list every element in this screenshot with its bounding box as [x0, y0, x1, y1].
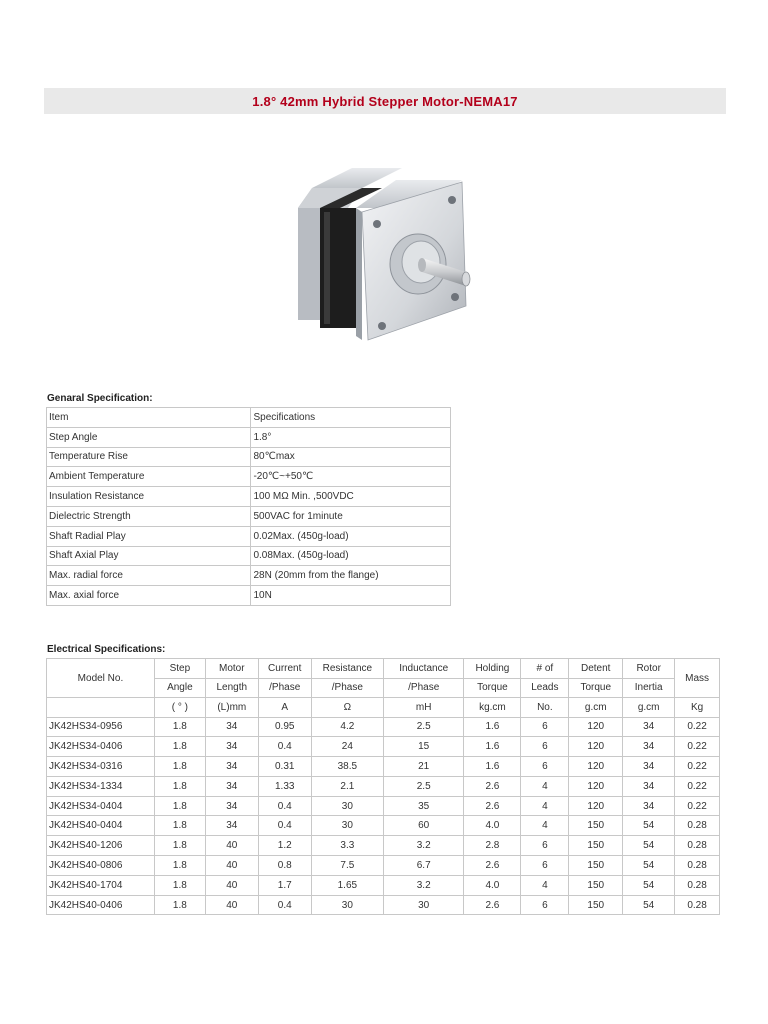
value-cell: 1.8 [154, 816, 205, 836]
value-cell: 38.5 [311, 757, 383, 777]
value-cell: 54 [623, 895, 675, 915]
value-cell: 3.2 [383, 836, 463, 856]
value-cell: 1.8 [154, 836, 205, 856]
value-cell: 6 [521, 895, 569, 915]
value-cell: 120 [569, 796, 623, 816]
value-cell: 150 [569, 856, 623, 876]
spec-value-cell: 10N [251, 586, 451, 606]
spec-value-cell: 1.8° [251, 427, 451, 447]
table-header-row [47, 659, 720, 679]
header-cell: Resistance [311, 659, 383, 679]
table-row [47, 796, 720, 816]
header-cell: Inductance [383, 659, 463, 679]
value-cell: 2.8 [464, 836, 521, 856]
table-row [47, 487, 451, 507]
value-cell: 34 [205, 796, 258, 816]
value-cell: 34 [623, 757, 675, 777]
value-cell: 40 [205, 875, 258, 895]
value-cell: 150 [569, 895, 623, 915]
header-cell: Torque [569, 678, 623, 698]
table-row [47, 506, 451, 526]
value-cell: 3.2 [383, 875, 463, 895]
header-cell: Angle [154, 678, 205, 698]
value-cell: 2.6 [464, 895, 521, 915]
value-cell: 120 [569, 737, 623, 757]
header-cell: Specifications [251, 408, 451, 428]
table-row [47, 546, 451, 566]
model-cell: JK42HS40-0406 [47, 895, 155, 915]
value-cell: 0.22 [675, 717, 720, 737]
table-row [47, 467, 451, 487]
electrical-spec-table [46, 658, 720, 915]
value-cell: 120 [569, 717, 623, 737]
value-cell: 3.3 [311, 836, 383, 856]
electrical-spec-heading: Electrical Specifications: [47, 644, 166, 655]
stepper-motor-photo [290, 160, 480, 350]
value-cell: 2.6 [464, 796, 521, 816]
header-cell: Torque [464, 678, 521, 698]
value-cell: 15 [383, 737, 463, 757]
value-cell: 0.22 [675, 757, 720, 777]
table-row [47, 875, 720, 895]
value-cell: 34 [205, 776, 258, 796]
value-cell: 1.2 [258, 836, 311, 856]
header-cell: Inertia [623, 678, 675, 698]
value-cell: 2.6 [464, 776, 521, 796]
general-spec-table [46, 407, 451, 606]
value-cell: 4.0 [464, 816, 521, 836]
header-cell: Detent [569, 659, 623, 679]
table-row [47, 717, 720, 737]
spec-item-cell: Insulation Resistance [47, 487, 251, 507]
value-cell: 6 [521, 737, 569, 757]
value-cell: 0.31 [258, 757, 311, 777]
value-cell: 0.4 [258, 895, 311, 915]
model-cell: JK42HS34-0956 [47, 717, 155, 737]
unit-cell: ( ° ) [154, 698, 205, 718]
header-cell: /Phase [383, 678, 463, 698]
table-row [47, 776, 720, 796]
value-cell: 1.8 [154, 856, 205, 876]
value-cell: 30 [311, 816, 383, 836]
value-cell: 34 [205, 757, 258, 777]
value-cell: 40 [205, 856, 258, 876]
value-cell: 1.8 [154, 796, 205, 816]
header-cell: /Phase [258, 678, 311, 698]
header-cell: Leads [521, 678, 569, 698]
unit-cell: mH [383, 698, 463, 718]
value-cell: 34 [623, 717, 675, 737]
value-cell: 2.5 [383, 717, 463, 737]
page-title-bar [44, 88, 726, 114]
spec-item-cell: Max. radial force [47, 566, 251, 586]
value-cell: 0.28 [675, 836, 720, 856]
value-cell: 4 [521, 776, 569, 796]
value-cell: 1.65 [311, 875, 383, 895]
table-row [47, 566, 451, 586]
value-cell: 6 [521, 856, 569, 876]
value-cell: 1.8 [154, 717, 205, 737]
value-cell: 0.4 [258, 816, 311, 836]
spec-item-cell: Shaft Radial Play [47, 526, 251, 546]
table-row [47, 447, 451, 467]
model-cell: JK42HS40-1206 [47, 836, 155, 856]
value-cell: 1.8 [154, 737, 205, 757]
value-cell: 6 [521, 836, 569, 856]
unit-cell: (L)mm [205, 698, 258, 718]
value-cell: 34 [205, 717, 258, 737]
spec-item-cell: Dielectric Strength [47, 506, 251, 526]
table-row [47, 856, 720, 876]
spec-item-cell: Ambient Temperature [47, 467, 251, 487]
value-cell: 120 [569, 757, 623, 777]
model-cell: JK42HS40-0806 [47, 856, 155, 876]
value-cell: 34 [623, 796, 675, 816]
spec-value-cell: 500VAC for 1minute [251, 506, 451, 526]
table-row [47, 586, 451, 606]
unit-cell: Kg [675, 698, 720, 718]
header-cell: /Phase [311, 678, 383, 698]
model-cell: JK42HS34-0316 [47, 757, 155, 777]
value-cell: 4 [521, 816, 569, 836]
header-cell: Motor [205, 659, 258, 679]
unit-cell: g.cm [569, 698, 623, 718]
model-cell: JK42HS40-0404 [47, 816, 155, 836]
units-row [47, 698, 720, 718]
table-header-row [47, 408, 451, 428]
value-cell: 54 [623, 836, 675, 856]
value-cell: 60 [383, 816, 463, 836]
value-cell: 1.33 [258, 776, 311, 796]
value-cell: 6 [521, 717, 569, 737]
page-title: 1.8° 42mm Hybrid Stepper Motor-NEMA17 [252, 93, 518, 109]
model-cell: JK42HS34-1334 [47, 776, 155, 796]
value-cell: 54 [623, 875, 675, 895]
model-cell: JK42HS34-0404 [47, 796, 155, 816]
value-cell: 1.7 [258, 875, 311, 895]
header-cell: Item [47, 408, 251, 428]
model-cell: JK42HS40-1704 [47, 875, 155, 895]
table-row [47, 757, 720, 777]
value-cell: 34 [623, 776, 675, 796]
value-cell: 4 [521, 796, 569, 816]
value-cell: 1.8 [154, 895, 205, 915]
empty-cell [47, 698, 155, 718]
spec-item-cell: Temperature Rise [47, 447, 251, 467]
unit-cell: A [258, 698, 311, 718]
value-cell: 150 [569, 816, 623, 836]
unit-cell: No. [521, 698, 569, 718]
value-cell: 7.5 [311, 856, 383, 876]
value-cell: 4 [521, 875, 569, 895]
value-cell: 1.8 [154, 875, 205, 895]
spec-item-cell: Step Angle [47, 427, 251, 447]
value-cell: 34 [205, 816, 258, 836]
value-cell: 0.4 [258, 796, 311, 816]
spec-value-cell: 0.02Max. (450g-load) [251, 526, 451, 546]
value-cell: 35 [383, 796, 463, 816]
value-cell: 30 [383, 895, 463, 915]
value-cell: 54 [623, 856, 675, 876]
value-cell: 0.8 [258, 856, 311, 876]
table-row [47, 895, 720, 915]
value-cell: 150 [569, 836, 623, 856]
spec-item-cell: Max. axial force [47, 586, 251, 606]
value-cell: 6.7 [383, 856, 463, 876]
value-cell: 0.22 [675, 796, 720, 816]
header-cell: Current [258, 659, 311, 679]
table-row [47, 816, 720, 836]
table-row [47, 836, 720, 856]
value-cell: 24 [311, 737, 383, 757]
header-cell: Length [205, 678, 258, 698]
value-cell: 54 [623, 816, 675, 836]
value-cell: 2.1 [311, 776, 383, 796]
value-cell: 6 [521, 757, 569, 777]
value-cell: 34 [205, 737, 258, 757]
value-cell: 1.8 [154, 757, 205, 777]
model-cell: JK42HS34-0406 [47, 737, 155, 757]
header-cell: Rotor [623, 659, 675, 679]
spec-value-cell: 28N (20mm from the flange) [251, 566, 451, 586]
unit-cell: g.cm [623, 698, 675, 718]
value-cell: 34 [623, 737, 675, 757]
general-spec-heading: Genaral Specification: [47, 393, 153, 404]
value-cell: 2.6 [464, 856, 521, 876]
value-cell: 2.5 [383, 776, 463, 796]
value-cell: 40 [205, 836, 258, 856]
header-cell: Holding [464, 659, 521, 679]
value-cell: 0.22 [675, 737, 720, 757]
value-cell: 1.6 [464, 757, 521, 777]
mass-header-cell: Mass [675, 659, 720, 698]
value-cell: 4.2 [311, 717, 383, 737]
value-cell: 30 [311, 895, 383, 915]
value-cell: 4.0 [464, 875, 521, 895]
model-header-cell: Model No. [47, 659, 155, 698]
spec-value-cell: -20℃~+50℃ [251, 467, 451, 487]
table-row [47, 526, 451, 546]
spec-item-cell: Shaft Axial Play [47, 546, 251, 566]
unit-cell: Ω [311, 698, 383, 718]
value-cell: 120 [569, 776, 623, 796]
value-cell: 0.28 [675, 856, 720, 876]
unit-cell: kg.cm [464, 698, 521, 718]
value-cell: 1.8 [154, 776, 205, 796]
value-cell: 0.95 [258, 717, 311, 737]
value-cell: 30 [311, 796, 383, 816]
value-cell: 150 [569, 875, 623, 895]
value-cell: 0.28 [675, 875, 720, 895]
value-cell: 0.4 [258, 737, 311, 757]
table-row [47, 737, 720, 757]
spec-value-cell: 80℃max [251, 447, 451, 467]
header-cell: # of [521, 659, 569, 679]
spec-value-cell: 0.08Max. (450g-load) [251, 546, 451, 566]
value-cell: 0.28 [675, 895, 720, 915]
value-cell: 1.6 [464, 737, 521, 757]
spec-value-cell: 100 MΩ Min. ,500VDC [251, 487, 451, 507]
value-cell: 0.28 [675, 816, 720, 836]
header-cell: Step [154, 659, 205, 679]
table-row [47, 427, 451, 447]
value-cell: 21 [383, 757, 463, 777]
value-cell: 0.22 [675, 776, 720, 796]
value-cell: 1.6 [464, 717, 521, 737]
value-cell: 40 [205, 895, 258, 915]
